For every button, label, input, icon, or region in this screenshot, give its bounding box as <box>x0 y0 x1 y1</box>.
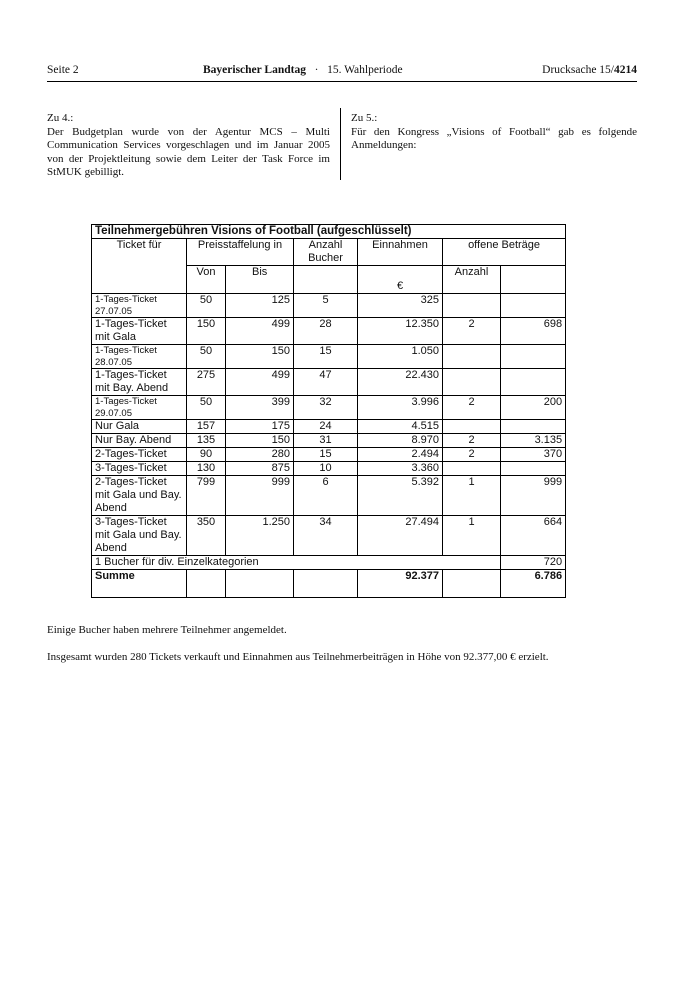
extra-row-label: 1 Bucher für div. Einzelkategorien <box>92 556 501 570</box>
table-row <box>92 516 566 556</box>
cell-bookers: 6 <box>294 476 358 516</box>
cell-bookers: 15 <box>294 448 358 462</box>
cell-to: 999 <box>226 476 294 516</box>
sum-from-empty <box>187 570 226 598</box>
cell-from: 275 <box>187 369 226 396</box>
cell-bookers: 31 <box>294 434 358 448</box>
table-row <box>92 345 566 369</box>
cell-revenue: 12.350 <box>358 318 443 345</box>
left-column-heading: Zu 4.: <box>47 112 74 124</box>
cell-to: 150 <box>226 434 294 448</box>
cell-to: 875 <box>226 462 294 476</box>
cell-ticket: 2-Tages-Ticket <box>92 448 187 462</box>
note-line-2: Insgesamt wurden 280 Tickets verkauft und Einnahmen aus Teilnehmerbeiträgen in Höhe von 92.377,00 € erzielt. <box>47 651 549 663</box>
header-ticket: Ticket für <box>92 239 187 294</box>
cell-open-count: 2 <box>443 434 501 448</box>
legislative-period: 15. Wahlperiode <box>327 64 403 76</box>
table-row-extra <box>92 556 566 570</box>
cell-bookers: 24 <box>294 420 358 434</box>
cell-ticket: 3-Tages-Ticket <box>92 462 187 476</box>
cell-from: 50 <box>187 294 226 318</box>
cell-open-amount <box>501 294 566 318</box>
cell-from: 90 <box>187 448 226 462</box>
cell-to: 399 <box>226 396 294 420</box>
document-reference <box>542 64 637 76</box>
cell-open-amount: 698 <box>501 318 566 345</box>
cell-ticket: 1-Tages-Ticket 27.07.05 <box>92 294 187 318</box>
sum-bookers-empty <box>294 570 358 598</box>
cell-to: 1.250 <box>226 516 294 556</box>
table-row <box>92 448 566 462</box>
page-number: Seite 2 <box>47 64 79 76</box>
subheader-from: Von <box>187 266 226 294</box>
left-column <box>47 112 330 180</box>
cell-from: 799 <box>187 476 226 516</box>
cell-revenue: 27.494 <box>358 516 443 556</box>
header-open: offene Beträge <box>443 239 566 266</box>
table-row <box>92 396 566 420</box>
cell-revenue: 325 <box>358 294 443 318</box>
left-column-body: Der Budgetplan wurde von der Agentur MCS – Multi Communication Services vorgeschlagen und im Januar 2005 von der Projektleitung sowie dem Leiter der Task Force im StMUK gebilligt. <box>47 125 330 178</box>
cell-to: 125 <box>226 294 294 318</box>
table-title-row <box>92 225 566 239</box>
right-column-heading: Zu 5.: <box>351 112 378 124</box>
cell-ticket: Nur Bay. Abend <box>92 434 187 448</box>
cell-from: 157 <box>187 420 226 434</box>
fees-table <box>91 224 566 598</box>
cell-bookers: 34 <box>294 516 358 556</box>
cell-revenue: 1.050 <box>358 345 443 369</box>
cell-from: 50 <box>187 396 226 420</box>
sum-revenue: 92.377 <box>358 570 443 598</box>
header-price: Preisstaffelung in <box>187 239 294 266</box>
cell-ticket: 1-Tages-Ticket mit Bay. Abend <box>92 369 187 396</box>
cell-open-amount <box>501 462 566 476</box>
sum-count-empty <box>443 570 501 598</box>
cell-from: 50 <box>187 345 226 369</box>
table-title: Teilnehmergebühren Visions of Football (aufgeschlüsselt) <box>92 225 566 239</box>
table-row <box>92 294 566 318</box>
cell-open-count: 2 <box>443 396 501 420</box>
cell-open-count: 1 <box>443 476 501 516</box>
cell-from: 150 <box>187 318 226 345</box>
page-header <box>47 64 637 80</box>
table-row <box>92 462 566 476</box>
cell-open-amount <box>501 369 566 396</box>
cell-from: 135 <box>187 434 226 448</box>
subheader-euro: € <box>358 266 443 294</box>
cell-to: 499 <box>226 369 294 396</box>
cell-to: 280 <box>226 448 294 462</box>
cell-open-amount: 370 <box>501 448 566 462</box>
document-number: 4214 <box>614 64 637 76</box>
cell-from: 130 <box>187 462 226 476</box>
cell-bookers: 28 <box>294 318 358 345</box>
header-rule <box>47 81 637 82</box>
cell-ticket: 1-Tages-Ticket mit Gala <box>92 318 187 345</box>
sum-open-amount: 6.786 <box>501 570 566 598</box>
cell-open-amount: 3.135 <box>501 434 566 448</box>
table-row <box>92 434 566 448</box>
parliament-name: Bayerischer Landtag <box>203 64 306 76</box>
cell-ticket: 2-Tages-Ticket mit Gala und Bay. Abend <box>92 476 187 516</box>
cell-ticket: 3-Tages-Ticket mit Gala und Bay. Abend <box>92 516 187 556</box>
extra-row-amount: 720 <box>501 556 566 570</box>
sum-to-empty <box>226 570 294 598</box>
table-row <box>92 420 566 434</box>
subheader-to: Bis <box>226 266 294 294</box>
column-divider <box>340 108 341 180</box>
cell-bookers: 15 <box>294 345 358 369</box>
cell-open-amount: 200 <box>501 396 566 420</box>
cell-revenue: 5.392 <box>358 476 443 516</box>
cell-revenue: 2.494 <box>358 448 443 462</box>
cell-open-count <box>443 369 501 396</box>
cell-open-count: 1 <box>443 516 501 556</box>
cell-ticket: Nur Gala <box>92 420 187 434</box>
cell-to: 150 <box>226 345 294 369</box>
subheader-count: Anzahl <box>443 266 501 294</box>
table-header-row <box>92 239 566 266</box>
table-row <box>92 476 566 516</box>
cell-revenue: 22.430 <box>358 369 443 396</box>
cell-open-count <box>443 294 501 318</box>
cell-open-count <box>443 462 501 476</box>
cell-open-amount: 999 <box>501 476 566 516</box>
cell-bookers: 47 <box>294 369 358 396</box>
header-bookers: Anzahl Bucher <box>294 239 358 266</box>
cell-revenue: 3.996 <box>358 396 443 420</box>
cell-open-count <box>443 345 501 369</box>
cell-ticket: 1-Tages-Ticket 28.07.05 <box>92 345 187 369</box>
sum-label: Summe <box>92 570 187 598</box>
header-revenue: Einnahmen <box>358 239 443 266</box>
cell-revenue: 4.515 <box>358 420 443 434</box>
cell-ticket: 1-Tages-Ticket 29.07.05 <box>92 396 187 420</box>
document-prefix: Drucksache 15/ <box>542 64 614 76</box>
cell-revenue: 3.360 <box>358 462 443 476</box>
cell-open-amount <box>501 345 566 369</box>
table-row <box>92 318 566 345</box>
cell-open-count: 2 <box>443 318 501 345</box>
header-separator: · <box>314 64 319 76</box>
cell-to: 499 <box>226 318 294 345</box>
cell-open-amount: 664 <box>501 516 566 556</box>
cell-open-count: 2 <box>443 448 501 462</box>
right-column <box>351 112 637 153</box>
header-center <box>203 64 403 76</box>
right-column-body: Für den Kongress „Visions of Football“ gab es folgende Anmeldungen: <box>351 125 637 151</box>
cell-bookers: 32 <box>294 396 358 420</box>
cell-open-amount <box>501 420 566 434</box>
note-line-1: Einige Bucher haben mehrere Teilnehmer angemeldet. <box>47 624 287 636</box>
subheader-amount-empty <box>501 266 566 294</box>
cell-revenue: 8.970 <box>358 434 443 448</box>
cell-bookers: 5 <box>294 294 358 318</box>
cell-to: 175 <box>226 420 294 434</box>
subheader-bookers-empty <box>294 266 358 294</box>
cell-open-count <box>443 420 501 434</box>
table-row <box>92 369 566 396</box>
cell-from: 350 <box>187 516 226 556</box>
cell-bookers: 10 <box>294 462 358 476</box>
table-row-sum <box>92 570 566 598</box>
